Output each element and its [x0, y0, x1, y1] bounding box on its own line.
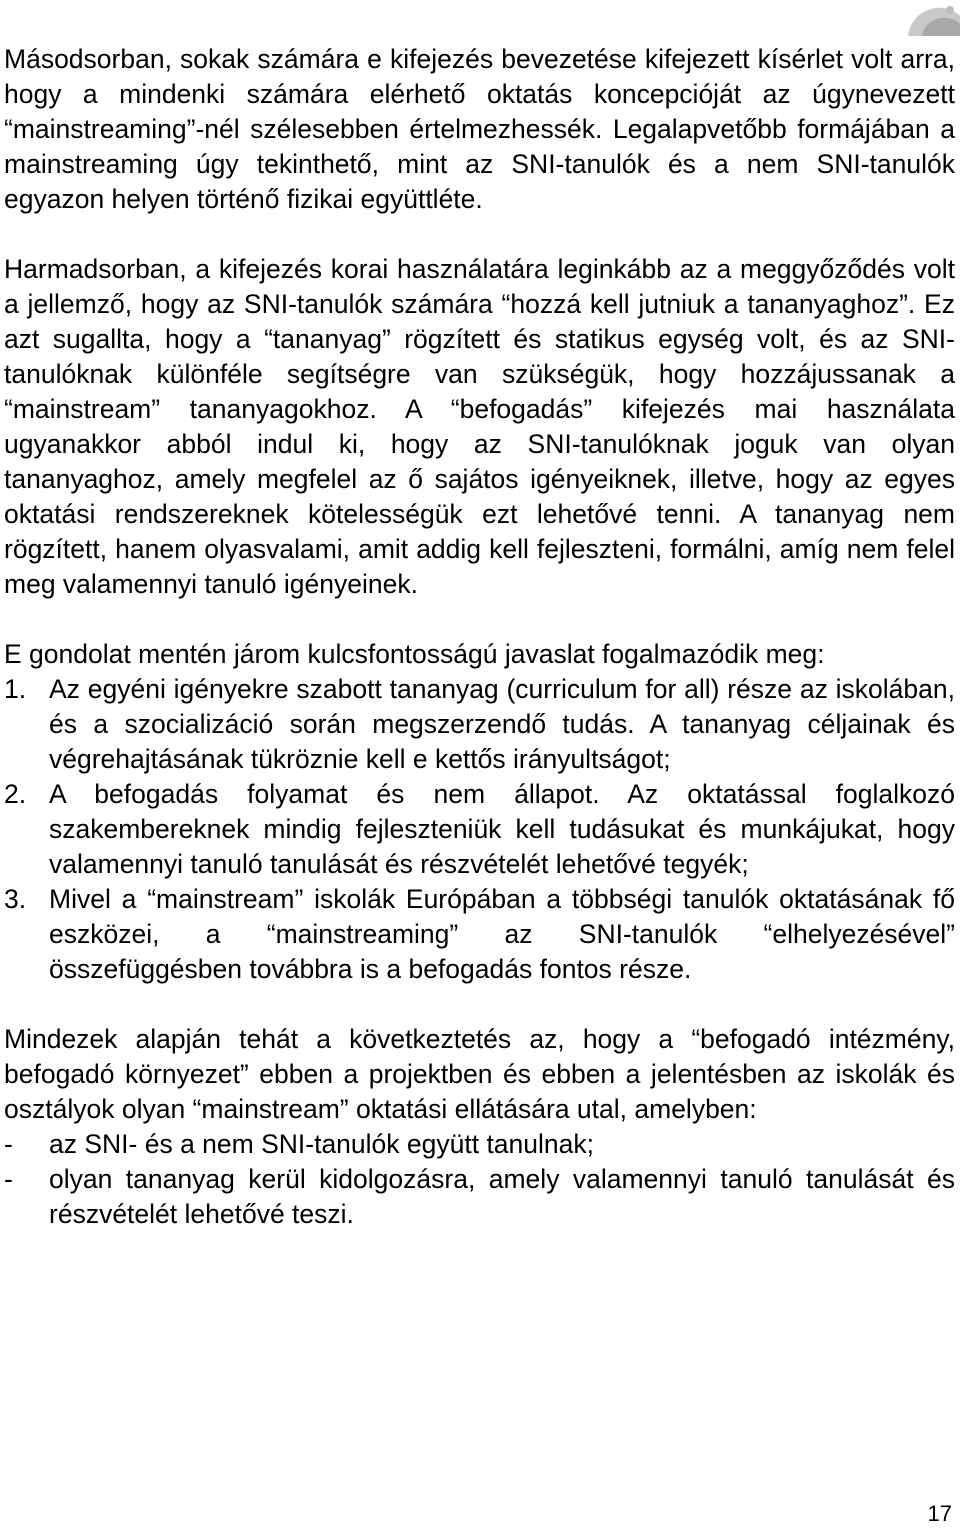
document-page — [4, 42, 955, 1232]
list-item-text: Az egyéni igényekre szabott tananyag (curriculum for all) része az iskolában, és a szocializáció során megszerzendő tudás. A tananyag céljainak és végrehajtásának tükröznie kell e kettős irányultságot; — [49, 674, 955, 774]
paragraph-spacer — [4, 217, 955, 252]
list-item — [4, 777, 955, 882]
list-item-text: olyan tananyag kerül kidolgozásra, amely valamennyi tanuló tanulását és részvételét lehetővé teszi. — [49, 1164, 955, 1229]
paragraph-thirdly: Harmadsorban, a kifejezés korai használatára leginkább az a meggyőződés volt a jellemző, hogy az SNI-tanulók számára “hozzá kell jutniuk a tananyaghoz”. Ez azt sugallta, hogy a “tananyag” rögzített és statikus egység volt, és az SNI-tanulóknak különféle segítségre van szükségük, hogy hozzájussanak a “mainstream” tananyagokhoz. A “befogadás” kifejezés mai használata ugyanakkor abból indul ki, hogy az SNI-tanulóknak joguk van olyan tananyaghoz, amely megfelel az ő sajátos igényeiknek, illetve, hogy az egyes oktatási rendszereknek kötelességük ezt lehetővé tenni. A tananyag nem rögzített, hanem olyasvalami, amit addig kell fejleszteni, formálni, amíg nem felel meg valamennyi tanuló igényeinek. — [4, 254, 955, 599]
list-item-text: Mivel a “mainstream” iskolák Európában a többségi tanulók oktatásának fő eszközei, a “mainstreaming” az SNI-tanulók “elhelyezésével” összefüggésben továbbra is a befogadás fontos része. — [49, 884, 955, 984]
list-marker: 3. — [4, 884, 27, 914]
list-item — [4, 1162, 955, 1232]
paragraph-spacer — [4, 987, 955, 1022]
paragraph-conclusion: Mindezek alapján tehát a következtetés az, hogy a “befogadó intézmény, befogadó környezet” ebben a projektben és ebben a jelentésben az iskolák és osztályok olyan “mainstream” oktatási ellátására utal, amelyben: — [4, 1024, 955, 1124]
list-item-text: A befogadás folyamat és nem állapot. Az oktatással foglalkozó szakembereknek mindig fejleszteniük kell tudásukat és munkájukat, hogy valamennyi tanuló tanulását és részvételét lehetővé tegyék; — [49, 779, 955, 879]
page-number: 17 — [927, 1501, 952, 1526]
publisher-logo-icon — [900, 0, 960, 36]
list-marker: 1. — [4, 674, 27, 704]
list-item-text: az SNI- és a nem SNI-tanulók együtt tanulnak; — [49, 1129, 594, 1159]
paragraph-spacer — [4, 602, 955, 637]
paragraph-proposal-intro: E gondolat mentén járom kulcsfontosságú javaslat fogalmazódik meg: — [4, 639, 825, 669]
list-marker: - — [4, 1164, 13, 1194]
proposal-list — [4, 672, 955, 987]
list-marker: 2. — [4, 779, 27, 809]
list-item — [4, 672, 955, 777]
list-marker: - — [4, 1129, 13, 1159]
paragraph-secondly: Másodsorban, sokak számára e kifejezés bevezetése kifejezett kísérlet volt arra, hogy a mindenki számára elérhető oktatás koncepcióját az úgynevezett “mainstreaming”-nél szélesebben értelmezhessék. Legalapvetőbb formájában a mainstreaming úgy tekinthető, mint az SNI-tanulók és a nem SNI-tanulók egyazon helyen történő fizikai együttléte. — [4, 44, 955, 214]
conclusion-list — [4, 1127, 955, 1232]
list-item — [4, 882, 955, 987]
list-item — [4, 1127, 955, 1162]
